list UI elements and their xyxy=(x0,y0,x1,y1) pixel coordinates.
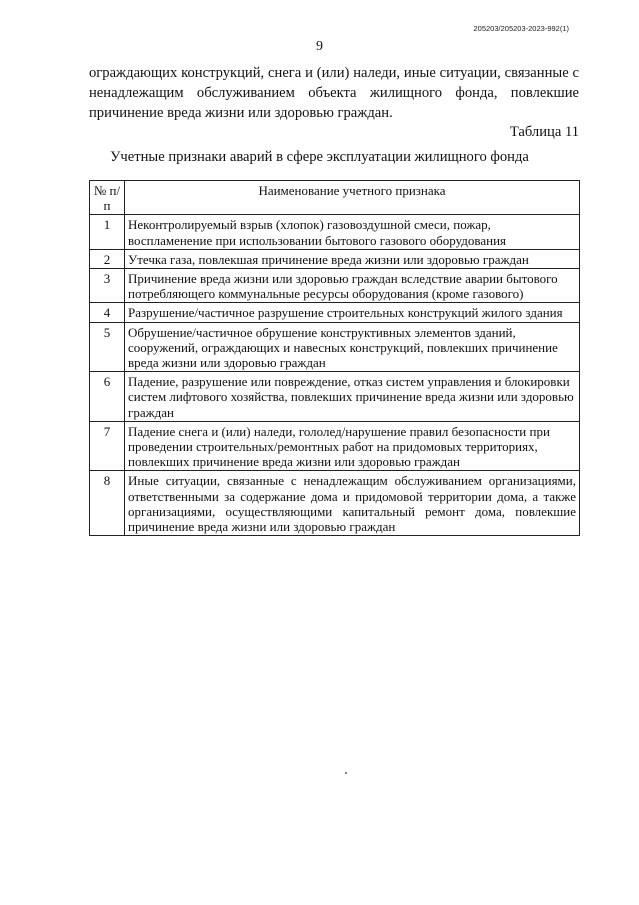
table-row xyxy=(90,215,580,249)
table-row xyxy=(90,421,580,471)
accident-criteria-table xyxy=(89,180,580,536)
row-number: 1 xyxy=(90,215,125,249)
column-header-name: Наименование учетного признака xyxy=(125,181,580,215)
page-number: 9 xyxy=(316,39,323,54)
table-row xyxy=(90,303,580,322)
table-row xyxy=(90,322,580,372)
table-caption: Учетные признаки аварий в сфере эксплуатации жилищного фонда xyxy=(110,149,529,165)
column-header-number: № п/п xyxy=(90,181,125,215)
row-number: 8 xyxy=(90,471,125,536)
row-text: Падение, разрушение или повреждение, отказ систем управления и блокировки систем лифтового хозяйства, повлекших причинение вреда жизни или здоровью граждан xyxy=(125,372,580,422)
row-text: Иные ситуации, связанные с ненадлежащим обслуживанием организациями, ответственными за содержание дома и придомовой территории дома, а также организациями, осуществляющими капитальный ремонт дома, повлекшие причинение вреда жизни или здоровью граждан xyxy=(125,471,580,536)
row-number: 3 xyxy=(90,269,125,303)
scan-speck xyxy=(345,772,347,774)
table-row xyxy=(90,249,580,268)
table-row xyxy=(90,372,580,422)
row-number: 7 xyxy=(90,421,125,471)
row-text: Причинение вреда жизни или здоровью граждан вследствие аварии бытового потребляющего коммунальные ресурсы оборудования (кроме газового) xyxy=(125,269,580,303)
row-number: 4 xyxy=(90,303,125,322)
row-text: Разрушение/частичное разрушение строительных конструкций жилого здания xyxy=(125,303,580,322)
row-number: 5 xyxy=(90,322,125,372)
row-number: 6 xyxy=(90,372,125,422)
document-id: 205203/205203-2023-992(1) xyxy=(473,24,569,33)
table-label: Таблица 11 xyxy=(509,124,579,140)
table-row xyxy=(90,269,580,303)
table-row xyxy=(90,471,580,536)
intro-paragraph: ограждающих конструкций, снега и (или) наледи, иные ситуации, связанные с ненадлежащим обслуживанием объекта жилищного фонда, повлекшие причинение вреда жизни или здоровью граждан. xyxy=(89,65,579,121)
table-header-row xyxy=(90,181,580,215)
row-text: Падение снега и (или) наледи, гололед/нарушение правил безопасности при проведении строительных/ремонтных работ на придомовых территориях, повлекших причинение вреда жизни или здоровью граждан xyxy=(125,421,580,471)
row-text: Утечка газа, повлекшая причинение вреда жизни или здоровью граждан xyxy=(125,249,580,268)
row-text: Неконтролируемый взрыв (хлопок) газовоздушной смеси, пожар, воспламенение при использовании бытового газового оборудования xyxy=(125,215,580,249)
row-text: Обрушение/частичное обрушение конструктивных элементов зданий, сооружений, ограждающих и навесных конструкций, повлекших причинение вреда жизни или здоровью граждан xyxy=(125,322,580,372)
row-number: 2 xyxy=(90,249,125,268)
